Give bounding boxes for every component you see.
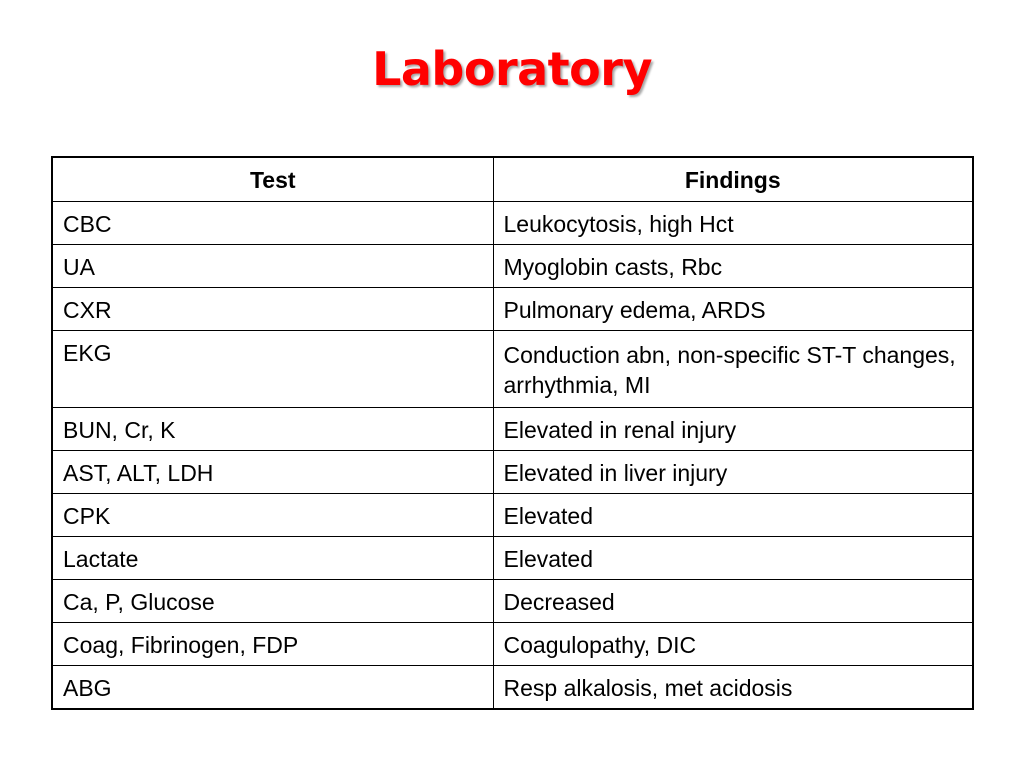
lab-table [51, 156, 974, 710]
test-cell: UA [52, 245, 493, 288]
test-cell: BUN, Cr, K [52, 408, 493, 451]
findings-cell: Decreased [493, 580, 973, 623]
test-cell: CPK [52, 494, 493, 537]
test-cell: ABG [52, 666, 493, 709]
findings-cell: Resp alkalosis, met acidosis [493, 666, 973, 709]
test-cell: EKG [52, 331, 493, 408]
table-row [52, 451, 973, 494]
table-row [52, 245, 973, 288]
table-row [52, 408, 973, 451]
findings-cell: Elevated [493, 537, 973, 580]
table-row [52, 666, 973, 709]
test-cell: Coag, Fibrinogen, FDP [52, 623, 493, 666]
test-cell: Lactate [52, 537, 493, 580]
findings-cell: Conduction abn, non-specific ST-T changes, arrhythmia, MI [493, 331, 973, 408]
test-cell: Ca, P, Glucose [52, 580, 493, 623]
findings-cell: Elevated in renal injury [493, 408, 973, 451]
findings-cell: Leukocytosis, high Hct [493, 202, 973, 245]
findings-cell: Elevated [493, 494, 973, 537]
findings-cell: Pulmonary edema, ARDS [493, 288, 973, 331]
slide-title: Laboratory [372, 42, 652, 96]
table-header-row [52, 157, 973, 202]
test-cell: CBC [52, 202, 493, 245]
table-row [52, 331, 973, 408]
findings-cell: Coagulopathy, DIC [493, 623, 973, 666]
table-row [52, 537, 973, 580]
table-row [52, 580, 973, 623]
table-row [52, 623, 973, 666]
findings-cell: Elevated in liver injury [493, 451, 973, 494]
table-row [52, 288, 973, 331]
test-cell: CXR [52, 288, 493, 331]
findings-cell: Myoglobin casts, Rbc [493, 245, 973, 288]
header-findings: Findings [493, 157, 973, 202]
test-cell: AST, ALT, LDH [52, 451, 493, 494]
table-row [52, 494, 973, 537]
header-test: Test [52, 157, 493, 202]
table-row [52, 202, 973, 245]
